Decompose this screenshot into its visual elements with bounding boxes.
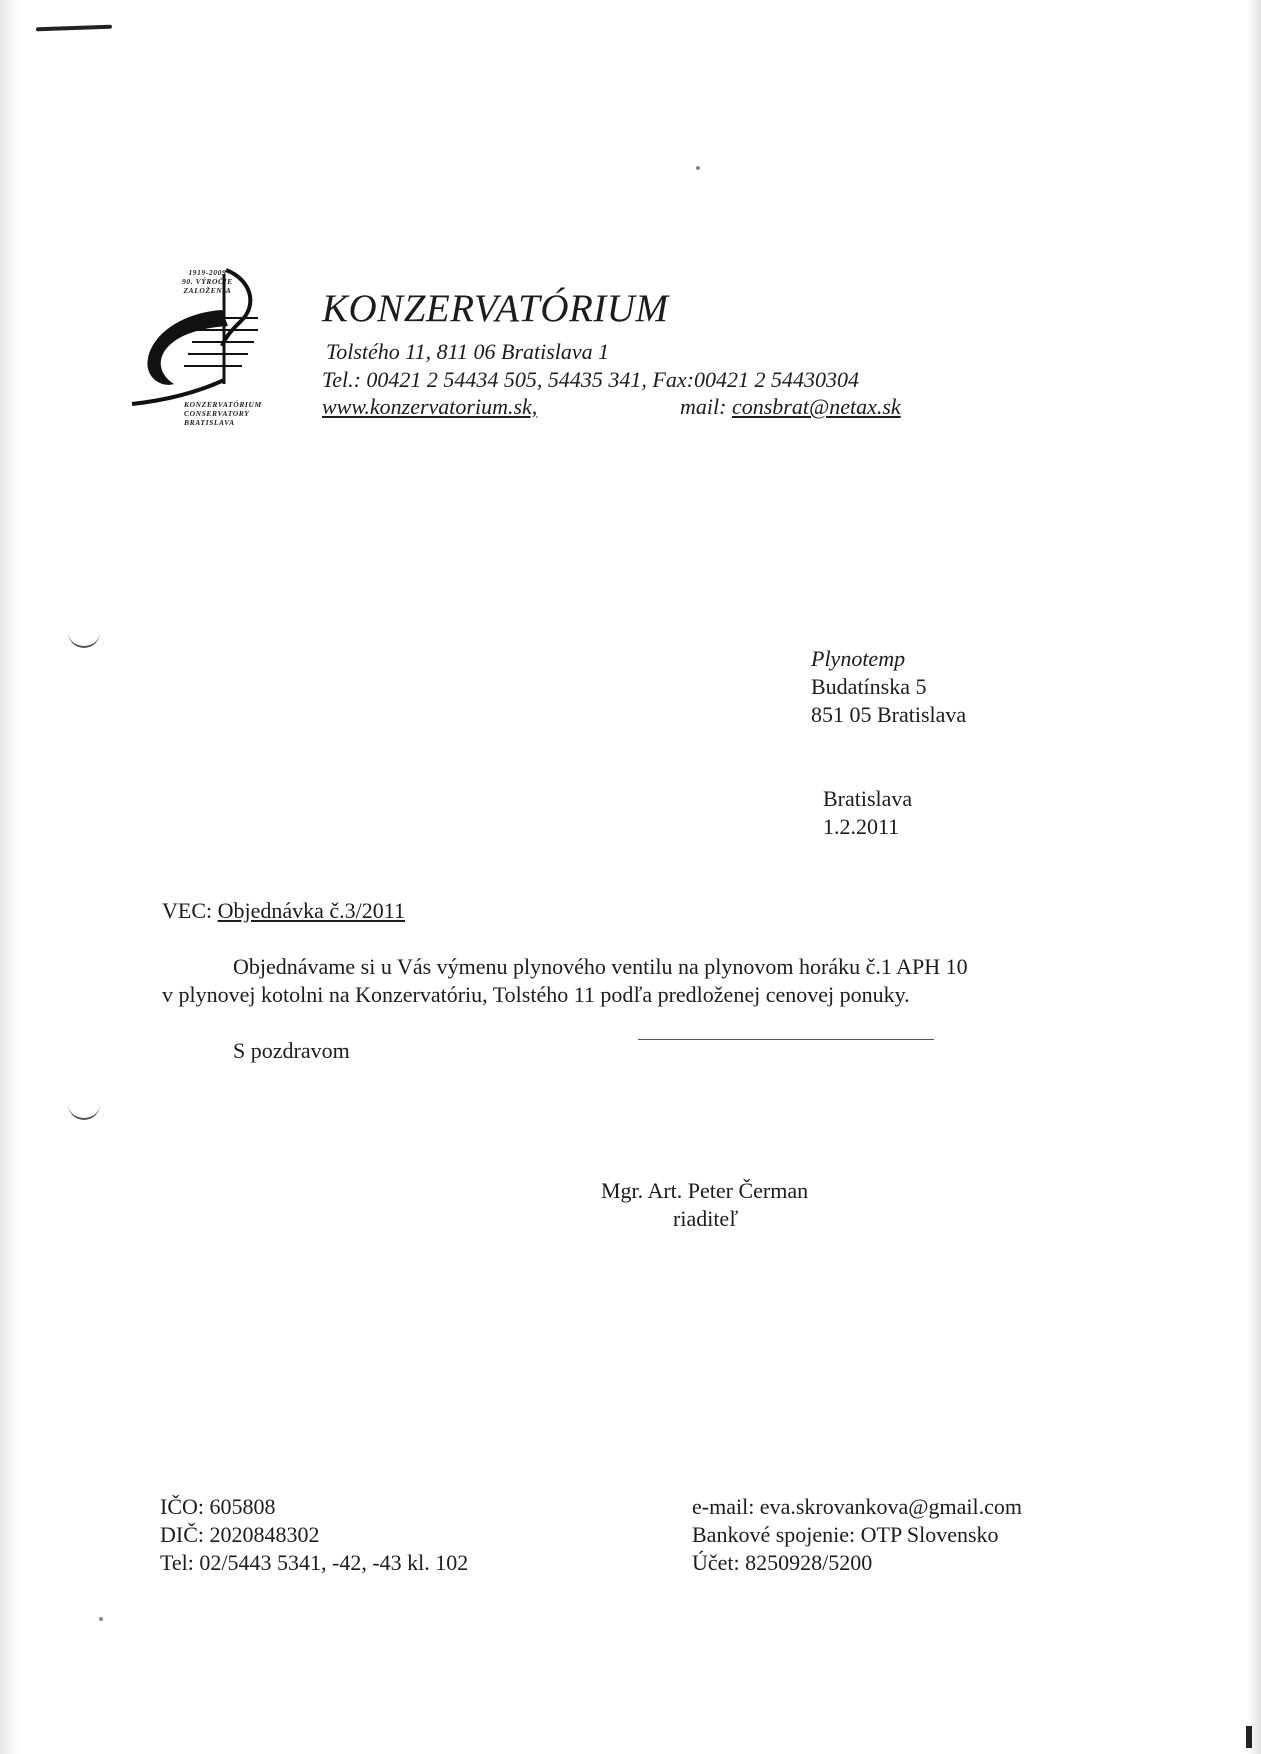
scan-speck bbox=[99, 1617, 103, 1621]
scan-right-edge bbox=[1247, 0, 1261, 1754]
footer-dic: DIČ: 2020848302 bbox=[160, 1522, 320, 1547]
logo-anniversary-years: 1919-2009 bbox=[188, 268, 227, 277]
signatory-name: Mgr. Art. Peter Čerman bbox=[601, 1178, 809, 1203]
logo-institution-en: CONSERVATORY bbox=[184, 409, 250, 418]
footer-phone: Tel: 02/5443 5341, -42, -43 kl. 102 bbox=[160, 1550, 469, 1575]
footer-email: e-mail: eva.skrovankova@gmail.com bbox=[692, 1494, 1022, 1519]
letter-place: Bratislava bbox=[823, 786, 913, 811]
organization-name: KONZERVATÓRIUM bbox=[322, 287, 669, 330]
footer-bank: Bankové spojenie: OTP Slovensko bbox=[692, 1522, 999, 1547]
logo-institution-city: BRATISLAVA bbox=[184, 418, 235, 427]
recipient-name: Plynotemp bbox=[811, 646, 906, 671]
scan-mark-top-left bbox=[36, 25, 112, 32]
letter-date: 1.2.2011 bbox=[823, 814, 900, 839]
conservatory-logo bbox=[128, 266, 288, 438]
subject-label: VEC: bbox=[162, 898, 218, 923]
organization-website-link[interactable]: www.konzervatorium.sk, bbox=[322, 394, 538, 419]
letter-subject bbox=[162, 897, 405, 925]
logo-institution-sk: KONZERVATÓRIUM bbox=[184, 400, 262, 409]
logo-institution-text bbox=[184, 400, 262, 427]
logo-anniversary-label: 90. VÝROČIE bbox=[182, 277, 233, 286]
scan-mark-bottom-right bbox=[1246, 1726, 1252, 1748]
organization-contact: Tel.: 00421 2 54434 505, 54435 341, Fax:00421 2 54430304 bbox=[322, 367, 859, 392]
body-line-1: Objednávame si u Vás výmenu plynového ventilu na plynovom horáku č.1 APH 10 bbox=[233, 954, 968, 979]
signatory-title: riaditeľ bbox=[673, 1206, 739, 1231]
mail-label: mail: bbox=[680, 394, 732, 419]
footer-account: Účet: 8250928/5200 bbox=[692, 1550, 873, 1575]
punch-hole-mark bbox=[68, 626, 100, 648]
logo-anniversary-founding: ZALOŽENIA bbox=[183, 286, 232, 295]
scan-left-edge bbox=[0, 0, 20, 1754]
organization-address: Tolstého 11, 811 06 Bratislava 1 bbox=[326, 339, 610, 364]
scan-speck bbox=[696, 166, 700, 170]
footer-ico: IČO: 605808 bbox=[160, 1494, 276, 1519]
punch-hole-mark bbox=[68, 1098, 100, 1120]
subject-value: Objednávka č.3/2011 bbox=[217, 898, 405, 923]
recipient-street: Budatínska 5 bbox=[811, 674, 927, 699]
closing-greeting: S pozdravom bbox=[233, 1038, 350, 1063]
organization-email-link[interactable]: consbrat@netax.sk bbox=[731, 394, 901, 419]
signature-line bbox=[638, 1039, 934, 1040]
organization-mail bbox=[680, 393, 901, 421]
body-line-2: v plynovej kotolni na Konzervatóriu, Tolstého 11 podľa predloženej cenovej ponuky. bbox=[162, 982, 910, 1007]
recipient-city: 851 05 Bratislava bbox=[811, 702, 967, 727]
